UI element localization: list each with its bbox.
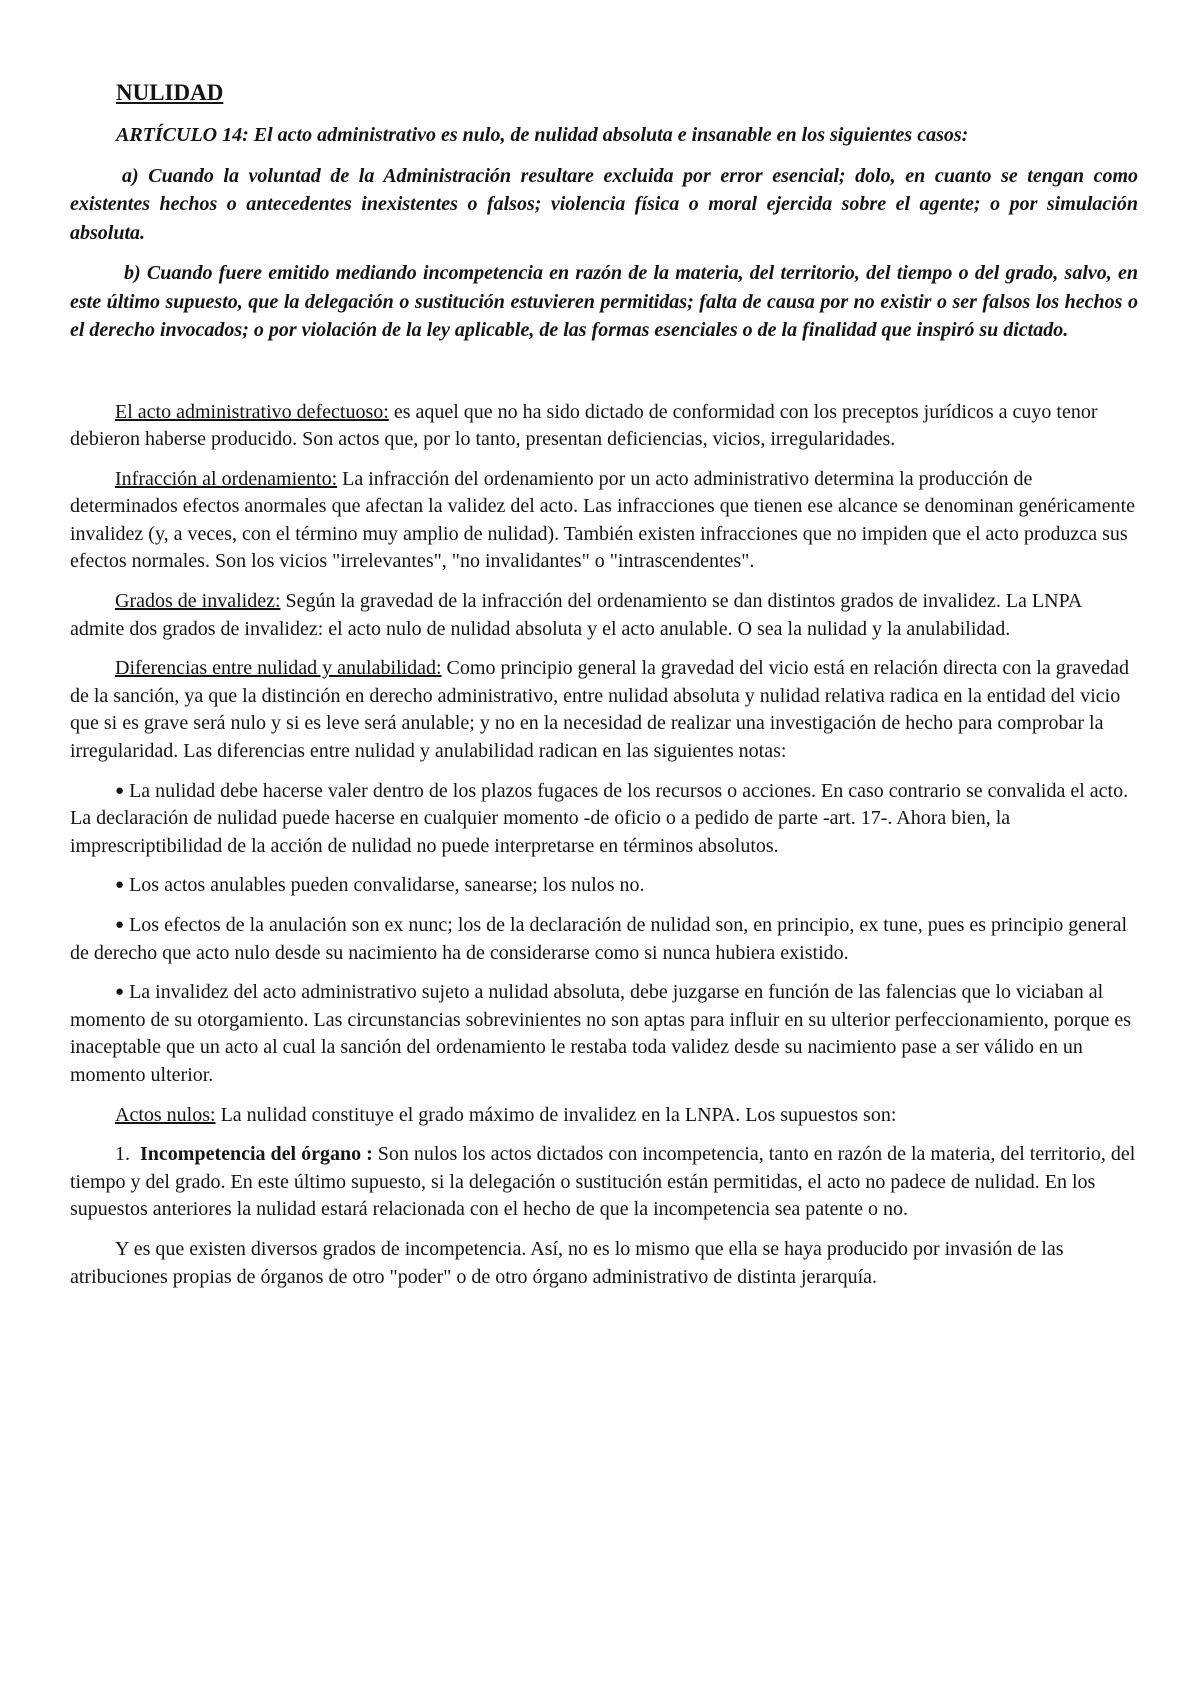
bullet-text: Los efectos de la anulación son ex nunc; los de la declaración de nulidad son, en principio, ex tune, pues es principio general de derecho que acto nulo desde su nacimiento ha de considerarse como si nunca hubiera existido.: [70, 914, 1128, 964]
bullet-dot-icon: ●: [115, 877, 125, 894]
document-title: NULIDAD: [116, 80, 224, 105]
bullet-text: Los actos anulables pueden convalidarse, sanearse; los nulos no.: [124, 874, 645, 897]
text-diferencias: Como principio general la gravedad del vicio está en relación directa con la gravedad de la sanción, ya que la distinción en derecho administrativo, entre nulidad absoluta y nulidad relativa radica en la entidad del vicio que si es grave será nulo y si es leve será anulable; y no en la necesidad de realizar una investigación de hecho para comprobar la irregularidad. Las diferencias entre nulidad y anulabilidad radican en las siguientes notas:: [70, 657, 1130, 763]
text-infraccion: La infracción del ordenamiento por un acto administrativo determina la producción de determinados efectos anormales que afectan la validez del acto. Las infracciones que tienen ese alcance se denominan genéricamente invalidez (y, a veces, con el término muy amplio de nulidad). También existen infracciones que no impiden que el acto produzca sus efectos normales. Son los vicios "irrelevantes", "no invalidantes" o "intrascendentes".: [70, 467, 1136, 573]
paragraph-closing: Y es que existen diversos grados de incompetencia. Así, no es lo mismo que ella se haya producido por invasión de las atribuciones propias de órganos de otro "poder" o de otro órgano administrativo de distinta jerarquía.: [70, 1237, 1064, 1288]
heading-diferencias: Diferencias entre nulidad y anulabilidad:: [115, 657, 442, 680]
bullet-dot-icon: ●: [115, 984, 125, 1001]
text-defectuoso: es aquel que no ha sido dictado de conformidad con los preceptos jurídicos a cuyo tenor debieron haberse producido. Son actos que, por lo tanto, presentan deficiencias, vicios, irregularidades.: [70, 400, 1098, 451]
paragraph-grados: [70, 588, 1138, 643]
paragraph-diferencias: [70, 655, 1138, 765]
paragraph-actos-nulos: [70, 1102, 1138, 1130]
bullet-dot-icon: ●: [115, 782, 125, 799]
text-grados: Según la gravedad de la infracción del ordenamiento se dan distintos grados de invalidez. La LNPA admite dos grados de invalidez: el acto nulo de nulidad absoluta y el acto anulable. O sea la nulidad y la anulabilidad.: [70, 590, 1082, 640]
paragraph-defectuoso: [70, 399, 1138, 454]
heading-grados: Grados de invalidez:: [115, 590, 281, 613]
item-number: 1.: [115, 1143, 130, 1166]
bullet-text: La invalidez del acto administrativo sujeto a nulidad absoluta, debe juzgarse en función de las falencias que lo viciaban al momento de su otorgamiento. Las circunstancias sobrevinientes no son aptas para influir en su ulterior perfeccionamiento, porque es inaceptable que un acto al cual la sanción del ordenamiento le restaba toda validez desde su nacimiento pase a ser válido en un momento ulterior.: [70, 981, 1131, 1086]
bullet-item: [70, 912, 1138, 967]
article-14-clause-b: b) Cuando fuere emitido mediando incompetencia en razón de la materia, del territorio, del tiempo o del grado, salvo, en este último supuesto, que la delegación o sustitución estuvieren permitidas; falta de causa por no existir o ser falsos los hechos o el derecho invocados; o por violación de la ley aplicable, de las formas esenciales o de la finalidad que inspiró su dictado.: [70, 262, 1138, 341]
bullet-text: La nulidad debe hacerse valer dentro de los plazos fugaces de los recursos o acciones. En caso contrario se convalida el acto. La declaración de nulidad puede hacerse en cualquier momento -de oficio o a pedido de parte -art. 17-. Ahora bien, la imprescriptibilidad de la acción de nulidad no puede interpretarse en términos absolutos.: [70, 779, 1129, 857]
heading-incompetencia: Incompetencia del órgano :: [140, 1143, 373, 1166]
bullet-dot-icon: ●: [115, 917, 125, 933]
paragraph-infraccion: [70, 466, 1138, 576]
text-actos-nulos: La nulidad constituye el grado máximo de invalidez en la LNPA. Los supuestos son:: [215, 1103, 897, 1126]
heading-defectuoso: El acto administrativo defectuoso:: [115, 400, 389, 423]
text-incompetencia: Son nulos los actos dictados con incompetencia, tanto en razón de la materia, del territorio, del tiempo y del grado. En este último supuesto, si la delegación o sustitución están permitidas, el acto no padece de nulidad. En los supuestos anteriores la nulidad estará relacionada con el hecho de que la incompetencia sea patente o no.: [70, 1143, 1136, 1221]
numbered-item-1: [70, 1141, 1138, 1224]
section-gap: [70, 357, 1138, 399]
bullet-item: [70, 778, 1138, 861]
article-14-clause-a: a) Cuando la voluntad de la Administración resultare excluida por error esencial; dolo, en cuanto se tengan como existentes hechos o antecedentes inexistentes o falsos; violencia física o moral ejercida sobre el agente; o por simulación absoluta.: [70, 164, 1138, 244]
heading-infraccion: Infracción al ordenamiento:: [115, 467, 338, 490]
bullet-item: [70, 872, 1138, 900]
bullet-item: [70, 979, 1138, 1089]
heading-actos-nulos: Actos nulos:: [115, 1103, 216, 1126]
article-14-intro: ARTÍCULO 14: El acto administrativo es nulo, de nulidad absoluta e insanable en los siguientes casos:: [116, 124, 969, 146]
